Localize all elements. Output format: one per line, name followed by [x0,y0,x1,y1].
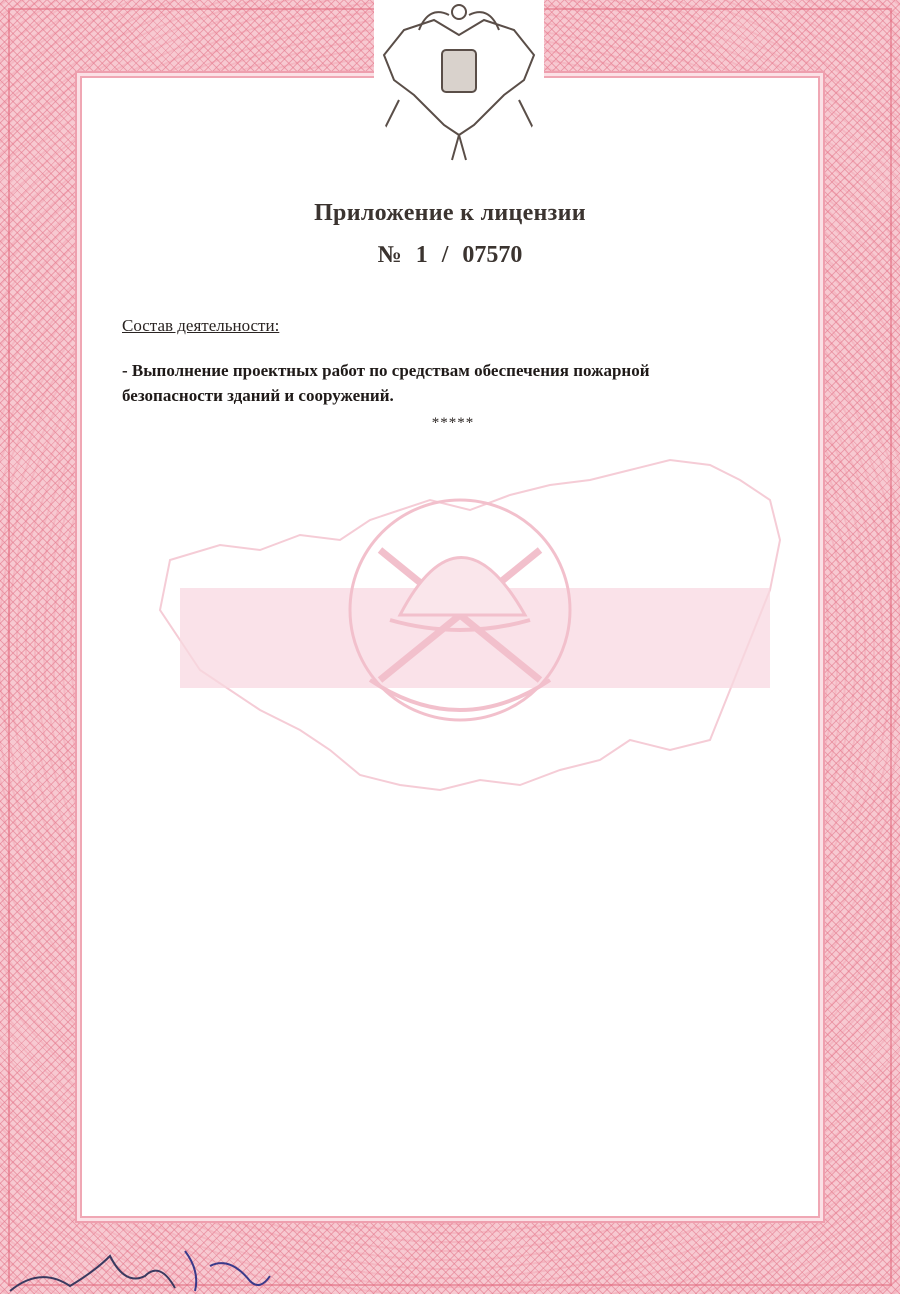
activity-line-1: - Выполнение проектных работ по средствам обеспечения пожарной [122,361,650,380]
activity-line-2: безопасности зданий и сооружений. [122,386,394,405]
coat-of-arms-icon [374,0,544,165]
signature-icon [0,1236,300,1294]
license-number [0,242,900,269]
number-prefix: № [377,242,402,268]
number-value: 1 / 07570 [415,242,523,268]
separator: ***** [431,415,475,431]
activity-text [122,358,782,408]
fire-service-watermark-icon [130,440,790,820]
document-title: Приложение к лицензии [314,200,586,226]
section-label: Состав деятельности: [122,316,280,335]
